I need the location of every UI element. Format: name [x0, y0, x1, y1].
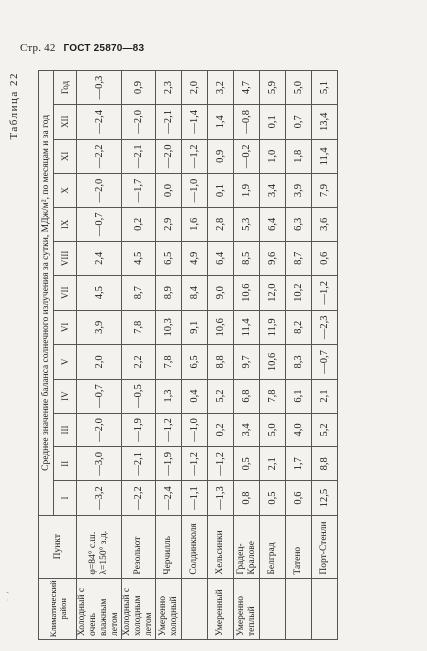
value-cell: —1,3 [208, 481, 234, 516]
value-cell: —0,7 [77, 379, 122, 413]
value-cell: 1,7 [286, 447, 312, 481]
point-cell: Татено [286, 515, 312, 578]
value-cell: —2,4 [77, 104, 122, 139]
table-body [77, 71, 338, 640]
page-header [20, 42, 149, 54]
value-cell: —1,7 [122, 174, 156, 208]
point-cell: Порт-Стенли [312, 515, 338, 578]
point-cell: Резольют [122, 515, 156, 578]
value-cell: —2,0 [77, 174, 122, 208]
table-number: Таблица 22 [8, 72, 20, 140]
value-cell: 2,0 [77, 345, 122, 380]
value-cell: 1,9 [234, 174, 260, 208]
header-point: Пункт [39, 515, 77, 578]
region-cell: Умеренный [208, 578, 234, 639]
value-cell: 8,7 [286, 241, 312, 275]
value-cell: 9,1 [182, 310, 208, 345]
table-row [156, 71, 182, 640]
value-cell: 12,5 [312, 481, 338, 516]
standard-code: ГОСТ 25870—83 [63, 43, 145, 54]
solar-balance-table [38, 70, 338, 640]
value-cell: 13,4 [312, 104, 338, 139]
region-cell: Холодный с холодным летом [122, 578, 156, 639]
value-cell: 2,8 [208, 207, 234, 241]
value-cell: —3,2 [77, 481, 122, 516]
month-header: VII [54, 275, 77, 310]
value-cell: —1,2 [156, 413, 182, 447]
value-cell: —2,0 [122, 104, 156, 139]
month-header: IX [54, 207, 77, 241]
value-cell: 7,8 [156, 345, 182, 380]
month-header: VIII [54, 241, 77, 275]
value-cell: 0,8 [234, 481, 260, 516]
value-cell: 0,0 [156, 174, 182, 208]
value-cell: —1,2 [208, 447, 234, 481]
value-cell: —1,2 [312, 275, 338, 310]
value-cell: —2,0 [77, 413, 122, 447]
value-cell: 10,3 [156, 310, 182, 345]
value-cell: 4,0 [286, 413, 312, 447]
month-header: XII [54, 104, 77, 139]
value-cell: 5,2 [312, 413, 338, 447]
header-region: Климатический район [39, 578, 77, 639]
value-cell: 8,5 [234, 241, 260, 275]
value-cell: 6,5 [182, 345, 208, 380]
value-cell: 11,4 [312, 139, 338, 174]
pencil-mark: ʼ [4, 590, 15, 596]
value-cell: 6,3 [286, 207, 312, 241]
value-cell: 4,7 [234, 71, 260, 105]
value-cell: 2,3 [156, 71, 182, 105]
value-cell: 10,6 [208, 310, 234, 345]
value-cell: 2,2 [122, 345, 156, 380]
value-cell: 5,9 [260, 71, 286, 105]
value-cell: 1,4 [208, 104, 234, 139]
value-cell: 4,5 [122, 241, 156, 275]
value-cell: 11,4 [234, 310, 260, 345]
value-cell: 6,4 [260, 207, 286, 241]
value-cell: 3,4 [260, 174, 286, 208]
month-header: X [54, 174, 77, 208]
table-row [286, 71, 312, 640]
value-cell: 5,3 [234, 207, 260, 241]
value-cell: 12,0 [260, 275, 286, 310]
table-row [77, 71, 122, 640]
value-cell: 6,5 [156, 241, 182, 275]
value-cell: 6,1 [286, 379, 312, 413]
value-cell: 9,6 [260, 241, 286, 275]
value-cell: 0,9 [208, 139, 234, 174]
value-cell: 6,8 [234, 379, 260, 413]
value-cell: 8,4 [182, 275, 208, 310]
value-cell: —1,2 [182, 447, 208, 481]
value-cell: 7,8 [260, 379, 286, 413]
value-cell: —2,2 [122, 481, 156, 516]
month-header: III [54, 413, 77, 447]
value-cell: —0,5 [122, 379, 156, 413]
value-cell: 10,2 [286, 275, 312, 310]
scan-speck: · [6, 596, 9, 605]
value-cell: —1,0 [182, 174, 208, 208]
table-row [122, 71, 156, 640]
value-cell: 4,9 [182, 241, 208, 275]
value-cell: 2,1 [312, 379, 338, 413]
point-cell: Черчилль [156, 515, 182, 578]
value-cell: 0,1 [260, 104, 286, 139]
header-caption: Среднее значение баланса солнечного излучения за сутки, МДж/м², по месяцам и за год [39, 71, 54, 516]
value-cell: 0,2 [208, 413, 234, 447]
value-cell: —2,4 [156, 481, 182, 516]
value-cell: 9,7 [234, 345, 260, 380]
value-cell: —2,1 [122, 139, 156, 174]
value-cell: 5,0 [260, 413, 286, 447]
value-cell: 10,6 [234, 275, 260, 310]
point-cell: Солдинкюля [182, 515, 208, 578]
value-cell: 1,8 [286, 139, 312, 174]
value-cell: 5,1 [312, 71, 338, 105]
value-cell: —3,0 [77, 447, 122, 481]
table-row [312, 71, 338, 640]
region-cell [312, 578, 338, 639]
value-cell: 8,2 [286, 310, 312, 345]
point-cell: Хельсинки [208, 515, 234, 578]
month-header: Год [54, 71, 77, 105]
value-cell: —1,2 [182, 139, 208, 174]
value-cell: 0,7 [286, 104, 312, 139]
value-cell: 1,0 [260, 139, 286, 174]
table-row [260, 71, 286, 640]
value-cell: —2,0 [156, 139, 182, 174]
value-cell: 0,4 [182, 379, 208, 413]
value-cell: 3,9 [77, 310, 122, 345]
value-cell: 8,9 [156, 275, 182, 310]
value-cell: 0,6 [312, 241, 338, 275]
value-cell: 1,3 [156, 379, 182, 413]
page-number: Стр. 42 [20, 42, 56, 54]
value-cell: 2,0 [182, 71, 208, 105]
value-cell: 2,4 [77, 241, 122, 275]
point-cell: Градец-Кралове [234, 515, 260, 578]
value-cell: 3,4 [234, 413, 260, 447]
value-cell: 6,4 [208, 241, 234, 275]
value-cell: 10,6 [260, 345, 286, 380]
value-cell: 0,2 [122, 207, 156, 241]
value-cell: —1,9 [156, 447, 182, 481]
value-cell: 2,1 [260, 447, 286, 481]
value-cell: 3,9 [286, 174, 312, 208]
value-cell: 2,9 [156, 207, 182, 241]
value-cell: 5,2 [208, 379, 234, 413]
month-header: VI [54, 310, 77, 345]
value-cell: —0,7 [77, 207, 122, 241]
value-cell: 4,5 [77, 275, 122, 310]
table-row [182, 71, 208, 640]
value-cell: 0,6 [286, 481, 312, 516]
value-cell: 8,7 [122, 275, 156, 310]
value-cell: —1,0 [182, 413, 208, 447]
value-cell: 3,6 [312, 207, 338, 241]
value-cell: —0,7 [312, 345, 338, 380]
point-cell: φ=84° с.ш. λ=150° з.д. [77, 515, 122, 578]
region-cell: Умеренно теплый [234, 578, 260, 639]
month-header: XI [54, 139, 77, 174]
value-cell: —1,4 [182, 104, 208, 139]
month-header: II [54, 447, 77, 481]
table-row [234, 71, 260, 640]
table-row [208, 71, 234, 640]
month-header: V [54, 345, 77, 380]
region-cell: Холодный с очень влажным летом [77, 578, 122, 639]
region-cell [286, 578, 312, 639]
month-header: I [54, 481, 77, 516]
value-cell: —1,1 [182, 481, 208, 516]
rotated-table-container [10, 70, 412, 642]
value-cell: —0,2 [234, 139, 260, 174]
value-cell: 0,5 [234, 447, 260, 481]
value-cell: 8,8 [208, 345, 234, 380]
value-cell: —2,3 [312, 310, 338, 345]
region-cell [260, 578, 286, 639]
value-cell: —2,2 [77, 139, 122, 174]
value-cell: 9,0 [208, 275, 234, 310]
point-cell: Белград [260, 515, 286, 578]
value-cell: 7,9 [312, 174, 338, 208]
value-cell: 8,3 [286, 345, 312, 380]
month-header: IV [54, 379, 77, 413]
value-cell: 0,1 [208, 174, 234, 208]
value-cell: —2,1 [156, 104, 182, 139]
value-cell: 0,5 [260, 481, 286, 516]
value-cell: 3,2 [208, 71, 234, 105]
region-cell: Умеренно холодный [156, 578, 182, 639]
table-landscape [10, 70, 410, 640]
value-cell: 11,9 [260, 310, 286, 345]
value-cell: —1,9 [122, 413, 156, 447]
value-cell: 5,0 [286, 71, 312, 105]
value-cell: 1,6 [182, 207, 208, 241]
value-cell: —0,8 [234, 104, 260, 139]
value-cell: —2,1 [122, 447, 156, 481]
value-cell: 8,8 [312, 447, 338, 481]
value-cell: 0,9 [122, 71, 156, 105]
region-cell [182, 578, 208, 639]
value-cell: —0,3 [77, 71, 122, 105]
value-cell: 7,8 [122, 310, 156, 345]
